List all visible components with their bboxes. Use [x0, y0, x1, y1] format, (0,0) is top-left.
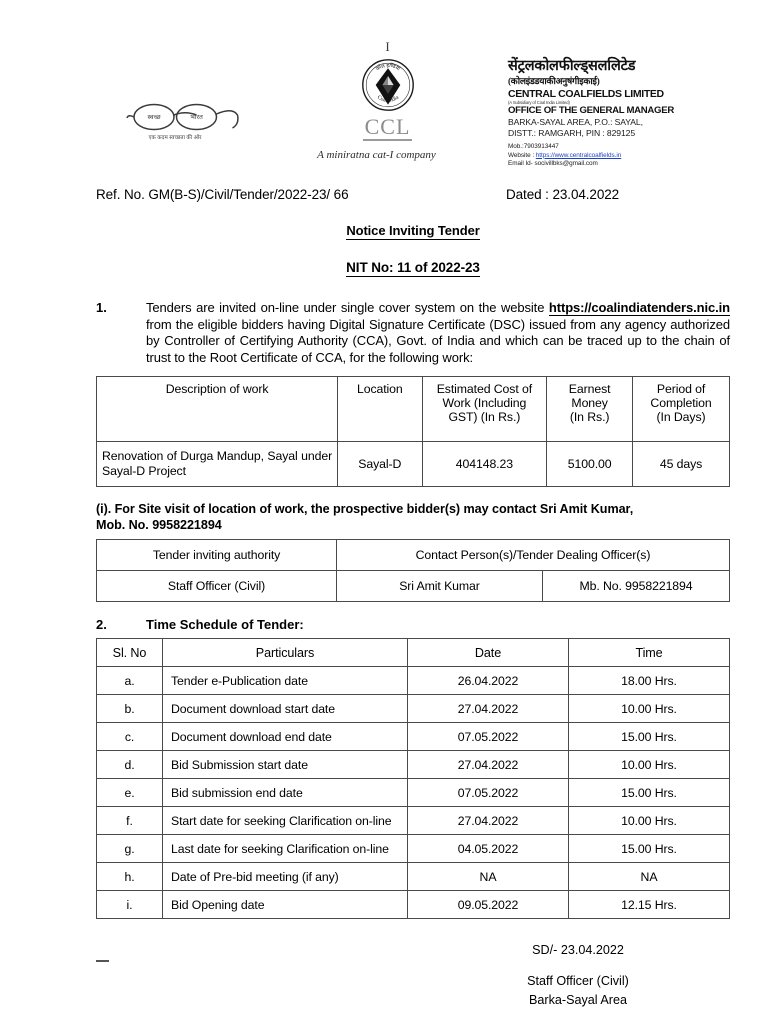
table-row — [97, 723, 730, 751]
table-header-row — [97, 377, 730, 442]
td-particulars: Start date for seeking Clarification on-line — [163, 807, 408, 835]
th-period-l1: Period of — [656, 382, 706, 396]
notice-title-text: Notice Inviting Tender — [346, 223, 480, 238]
spectacles-icon — [125, 95, 240, 143]
th-particulars: Particulars — [163, 639, 408, 667]
th-time: Time — [569, 639, 730, 667]
td-date: 04.05.2022 — [408, 835, 569, 863]
td-particulars: Date of Pre-bid meeting (if any) — [163, 863, 408, 891]
td-time: 10.00 Hrs. — [569, 751, 730, 779]
site-visit-line-1: (i). For Site visit of location of work, the prospective bidder(s) may contact Sri Amit Kumar, — [96, 502, 634, 516]
signature-sd: SD/- 23.04.2022 — [532, 943, 624, 957]
th-estimated-cost — [422, 377, 547, 442]
td-sl-no: g. — [97, 835, 163, 863]
td-time: 18.00 Hrs. — [569, 667, 730, 695]
th-sl-no: Sl. No — [97, 639, 163, 667]
th-em-l1: Earnest — [568, 382, 611, 396]
clause-1 — [96, 300, 730, 366]
clause-2-number: 2. — [96, 617, 107, 632]
tender-portal-link[interactable]: https://coalindiatenders.nic.in — [548, 300, 730, 315]
td-earnest-money: 5100.00 — [547, 442, 633, 487]
reference-row — [96, 187, 730, 202]
svg-text:कोल इण्डिया: कोल इण्डिया — [374, 62, 401, 73]
th-period — [633, 377, 730, 442]
td-period: 45 days — [633, 442, 730, 487]
td-sl-no: d. — [97, 751, 163, 779]
td-particulars: Bid Opening date — [163, 891, 408, 919]
clause-2-title: Time Schedule of Tender: — [146, 617, 304, 632]
td-sl-no: i. — [97, 891, 163, 919]
website-line — [508, 152, 698, 161]
notice-title — [96, 223, 730, 238]
company-subsidiary-english: (A Subsidiary of Coal India Limited) — [508, 100, 570, 105]
table-row — [97, 442, 730, 487]
td-sl-no: e. — [97, 779, 163, 807]
table-row — [97, 891, 730, 919]
table-row — [97, 751, 730, 779]
company-address-block — [508, 58, 698, 169]
td-particulars: Bid Submission start date — [163, 751, 408, 779]
address-line-1: BARKA-SAYAL AREA, P.O.: SAYAL, — [508, 117, 643, 127]
th-cost-l2: Work (Including — [442, 396, 527, 410]
site-visit-note — [96, 501, 730, 533]
i-mark: I — [385, 39, 390, 54]
work-details-table — [96, 376, 730, 487]
td-time: 10.00 Hrs. — [569, 695, 730, 723]
th-period-l3: (In Days) — [656, 410, 706, 424]
td-date: 26.04.2022 — [408, 667, 569, 695]
nit-number — [96, 260, 730, 275]
td-time: 12.15 Hrs. — [569, 891, 730, 919]
signature-block — [96, 941, 730, 1010]
signature-designation: Staff Officer (Civil) — [527, 974, 629, 988]
svg-text:स्वच्छ: स्वच्छ — [147, 114, 161, 121]
address-line-2: DISTT.: RAMGARH, PIN : 829125 — [508, 128, 636, 138]
td-time: 15.00 Hrs. — [569, 723, 730, 751]
td-sl-no: f. — [97, 807, 163, 835]
td-person: Sri Amit Kumar — [337, 571, 543, 602]
clause-1-text — [146, 300, 730, 366]
td-date: 27.04.2022 — [408, 751, 569, 779]
td-date: 07.05.2022 — [408, 779, 569, 807]
th-tender-inviting-authority: Tender inviting authority — [97, 540, 337, 571]
td-authority: Staff Officer (Civil) — [97, 571, 337, 602]
th-cost-l1: Estimated Cost of — [436, 382, 533, 396]
td-location: Sayal-D — [338, 442, 422, 487]
bottom-dash-mark — [96, 960, 109, 962]
td-time: NA — [569, 863, 730, 891]
website-label: Website : — [508, 151, 536, 159]
th-cost-l3: GST) (In Rs.) — [448, 410, 521, 424]
th-period-l2: Completion — [650, 396, 712, 410]
th-em-l2: Money — [571, 396, 608, 410]
td-estimated-cost: 404148.23 — [422, 442, 547, 487]
contact-row — [97, 571, 730, 602]
td-date: 09.05.2022 — [408, 891, 569, 919]
clause-1-after: from the eligible bidders having Digital Signature Certificate (DSC) issued from any agency authorized by Controller of Certifying Authority (CCA), Govt. of India and which can be traced up to the chain of trust to the Root Certificate of CCA, for the following work: — [146, 316, 730, 365]
ccl-logo-block — [317, 39, 445, 161]
svg-text:एक कदम स्वच्छता की ओर: एक कदम स्वच्छता की ओर — [148, 135, 202, 141]
schedule-body — [97, 667, 730, 919]
clause-1-number: 1. — [96, 300, 107, 315]
svg-text:Coal India: Coal India — [375, 94, 400, 104]
nit-number-text: NIT No: 11 of 2022-23 — [346, 260, 480, 275]
schedule-header-row — [97, 639, 730, 667]
td-sl-no: a. — [97, 667, 163, 695]
mobile-line: Mob.:7903913447 — [508, 143, 559, 150]
td-date: NA — [408, 863, 569, 891]
ccl-wordmark: CCL — [364, 114, 411, 139]
td-particulars: Tender e-Publication date — [163, 667, 408, 695]
td-particulars: Last date for seeking Clarification on-line — [163, 835, 408, 863]
company-name-english: CENTRAL COALFIELDS LIMITED — [508, 88, 664, 100]
svg-text:भारत: भारत — [190, 114, 203, 121]
th-contact-persons: Contact Person(s)/Tender Dealing Officer(s) — [337, 540, 730, 571]
td-sl-no: b. — [97, 695, 163, 723]
company-name-hindi: सेंट्रलकोलफील्ड्सललिटेड — [508, 58, 636, 74]
td-description: Renovation of Durga Mandup, Sayal under Sayal-D Project — [97, 442, 338, 487]
email-line: Email Id- socivillbks@gmail.com — [508, 160, 598, 167]
document-body — [0, 187, 770, 1010]
td-time: 15.00 Hrs. — [569, 779, 730, 807]
td-time: 15.00 Hrs. — [569, 835, 730, 863]
td-date: 07.05.2022 — [408, 723, 569, 751]
site-visit-line-2: Mob. No. 9958221894 — [96, 518, 222, 532]
office-line: OFFICE OF THE GENERAL MANAGER — [508, 105, 674, 116]
td-date: 27.04.2022 — [408, 807, 569, 835]
company-subsidiary-hindi: (कोलइंडडयाकीअनुषंगीइकाई) — [508, 76, 600, 86]
dated: Dated : 23.04.2022 — [506, 187, 620, 202]
clause-2 — [96, 617, 730, 632]
table-row — [97, 835, 730, 863]
td-particulars: Document download end date — [163, 723, 408, 751]
td-time: 10.00 Hrs. — [569, 807, 730, 835]
th-date: Date — [408, 639, 569, 667]
contact-table — [96, 539, 730, 602]
clause-1-before: Tenders are invited on-line under single cover system on the website — [146, 300, 549, 315]
website-url[interactable]: https://www.centralcoalfields.in — [535, 151, 622, 159]
time-schedule-table — [96, 638, 730, 919]
td-particulars: Bid submission end date — [163, 779, 408, 807]
td-date: 27.04.2022 — [408, 695, 569, 723]
th-em-l3: (In Rs.) — [569, 410, 610, 424]
table-row — [97, 863, 730, 891]
contact-header-row — [97, 540, 730, 571]
td-mobile: Mb. No. 9958221894 — [543, 571, 730, 602]
coal-india-emblem-icon — [360, 57, 416, 113]
table-row — [97, 667, 730, 695]
signature-area: Barka-Sayal Area — [528, 993, 627, 1007]
reference-number: Ref. No. GM(B-S)/Civil/Tender/2022-23/ 66 — [96, 187, 349, 202]
ccl-tagline: A miniratna cat-I company — [317, 149, 436, 161]
table-row — [97, 695, 730, 723]
table-row — [97, 779, 730, 807]
td-particulars: Document download start date — [163, 695, 408, 723]
td-sl-no: h. — [97, 863, 163, 891]
td-sl-no: c. — [97, 723, 163, 751]
table-row — [97, 807, 730, 835]
th-location: Location — [338, 377, 422, 442]
th-earnest-money — [547, 377, 633, 442]
letterhead — [0, 0, 770, 175]
th-description: Description of work — [97, 377, 338, 442]
